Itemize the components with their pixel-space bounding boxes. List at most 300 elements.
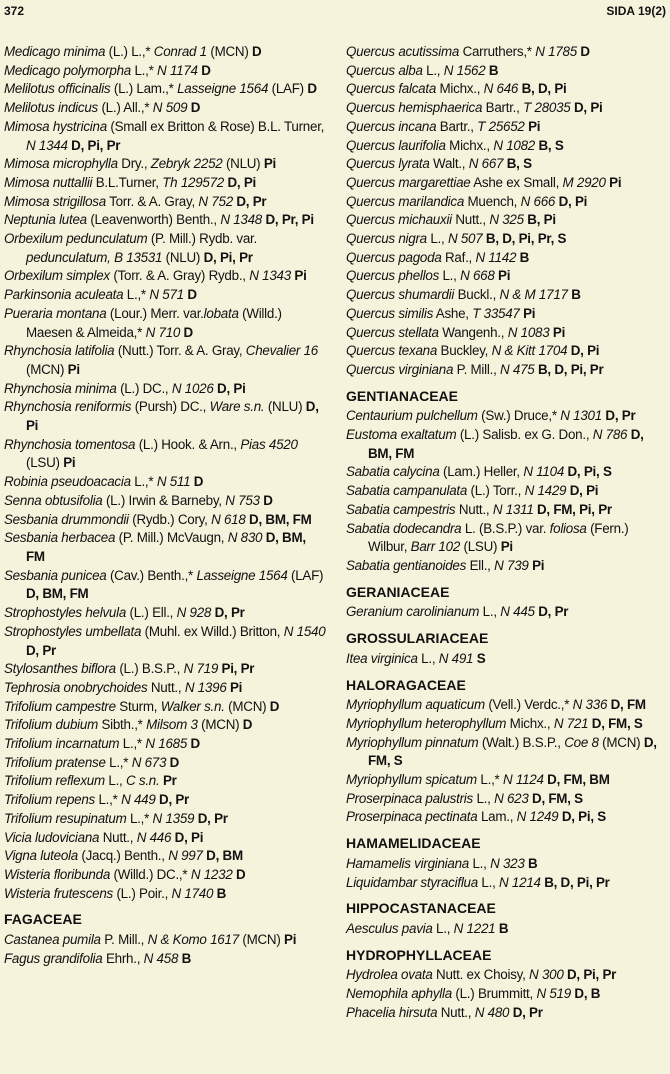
specimen-number: N 509 [149,100,188,116]
species-name: Quercus similis [346,305,434,321]
species-name: Robinia pseudoacacia [4,474,131,490]
specimen-number: T 33547 [468,305,520,321]
species-entry [4,211,326,230]
species-entry [4,866,326,885]
author-citation: P. Mill., [100,932,145,948]
species-name: Quercus virginiana [346,361,454,377]
species-name: Trifolium incarnatum [4,736,120,752]
author-citation: (Willd.) DC.,* [110,866,188,882]
species-name: Itea virginica [346,650,418,666]
species-name: Quercus margarettiae [346,174,471,190]
habitat-codes: Pi [494,268,511,284]
right-column [346,43,666,1022]
specimen-number: N 666 [517,193,556,209]
species-name: Quercus falcata [346,81,437,97]
species-name: Myriophyllum pinnatum [346,734,479,750]
author-citation: (L.) Irwin & Barneby, [102,492,222,508]
author-citation: (Rydb.) Cory, [128,511,208,527]
author-citation-2: (Fern.) Wilbur, [368,520,629,555]
herbarium-code: (MCN) [238,932,281,948]
author-citation: Buckl., [454,287,497,303]
species-entry [4,885,326,904]
habitat-codes: D, Pi [566,483,599,499]
author-citation: Michx., [506,715,551,731]
author-citation: Torr. & A. Gray, [105,193,195,209]
specimen-number: N 323 [486,855,525,871]
specimen-number: T 25652 [473,118,525,134]
species-name: Quercus alba [346,62,423,78]
herbarium-code: (NLU) [264,399,303,415]
specimen-number: Pias 4520 [236,436,298,452]
specimen-number: N 1083 [504,324,550,340]
author-citation: (L.) Lam.,* [110,81,174,97]
author-citation: (L.) DC., [116,380,169,396]
habitat-codes: D, Pi, Pr [200,249,253,265]
species-name: Sabatia gentianoides [346,557,467,573]
specimen-number: N 1311 [489,501,534,517]
herbarium-code: (LSU) [460,539,498,555]
habitat-codes: D, BM [202,848,243,864]
habitat-codes: Pi [497,539,513,555]
species-entry [346,43,666,62]
species-entry [346,267,666,286]
species-entry [346,920,666,939]
family-heading: HALORAGACEAE [346,676,466,693]
habitat-codes: Pi [260,156,277,172]
specimen-number: N 997 [164,848,203,864]
author-citation: Lam., [477,809,514,825]
species-entry [346,118,666,137]
author-citation: Nutt., [451,212,486,228]
species-entry [4,754,326,773]
specimen-number: N 623 [490,790,529,806]
author-citation: Dry., [117,156,148,172]
habitat-codes: D, Pr [601,408,636,424]
species-name: Aesculus pavia [346,920,433,936]
habitat-codes: B, S [503,156,532,172]
habitat-codes: B, D, Pi, Pr [534,361,604,377]
habitat-codes: D, Pr [232,193,267,209]
herbarium-code: (MCN) [197,717,240,733]
author-citation: (Sw.) Druce,* [477,408,557,424]
specimen-number: N 618 [207,511,246,527]
habitat-codes: D, FM, Pi, Pr [533,501,612,517]
habitat-codes: D [190,474,204,490]
species-entry [346,305,666,324]
author-citation: Walt., [429,156,466,172]
species-name: Sesbania herbacea [4,530,116,546]
habitat-codes: D, Pr [194,810,228,826]
habitat-codes: D, Pi, Pr [563,967,617,983]
species-entry [346,855,666,874]
habitat-codes: B, D, Pi, Pr, S [482,231,567,247]
habitat-codes: Pi [59,455,76,471]
specimen-number: N 1174 [153,62,198,78]
species-name: Quercus incana [346,118,437,134]
habitat-codes: Pr [159,773,177,789]
species-entry [4,716,326,735]
species-name: Quercus pagoda [346,249,442,265]
species-name: Medicago minima [4,44,106,59]
author-citation: Ehrh., [102,950,141,966]
habitat-codes: D, Pi [224,174,256,190]
specimen-number: N 719 [180,661,219,677]
habitat-codes: D, Pi, S [564,464,612,480]
habitat-codes: D [232,866,246,882]
herbarium-code: (NLU) [222,156,261,172]
species-entry [4,772,326,791]
species-entry [346,286,666,305]
specimen-number: C s.n. [122,773,160,789]
species-entry [346,155,666,174]
species-name: Strophostyles helvula [4,605,127,621]
habitat-codes: D, Pi, S [558,809,606,825]
species-entry [346,603,666,622]
species-entry [4,791,326,810]
species-name: Mimosa hystricina [4,118,107,134]
habitat-codes: B [516,249,530,265]
species-name: Eustoma exaltatum [346,427,457,443]
author-citation: (Lour.) Merr. var. [106,305,204,321]
species-name: Myriophyllum aquaticum [346,697,485,713]
habitat-codes: D, Pi [26,399,319,434]
habitat-codes: D [166,754,180,770]
author-citation: (L.) L.,* [105,44,151,59]
journal-title: SIDA 19(2) [606,4,666,18]
species-name: Quercus nigra [346,231,427,247]
specimen-number: N 1214 [495,874,541,890]
habitat-codes: D, Pi [555,193,588,209]
infraspecific-epithet: lobata [203,305,239,321]
habitat-codes: B, Pi [523,212,556,228]
habitat-codes: B [567,287,581,303]
author-citation: Sturm, [115,698,158,714]
habitat-codes: B [495,920,509,936]
author-citation: L., [417,650,436,666]
author-citation: Nutt. ex Choisy, [432,967,526,983]
author-citation: L., [104,773,123,789]
specimen-number: N & Kitt 1704 [488,343,568,359]
species-name: Quercus michauxii [346,212,452,228]
specimen-number: N & M 1717 [496,287,568,303]
author-citation: Muench, [464,193,518,209]
author-citation-2: (Willd.) Maesen & Almeida,* [26,305,282,340]
species-entry [4,604,326,623]
author-citation: Raf., [441,249,473,265]
author-citation: L., [477,874,496,890]
left-column [4,43,326,968]
species-name: Rhynchosia minima [4,380,117,396]
habitat-codes: D, Pr, Pi [262,212,314,228]
author-citation: Bartr., [482,100,520,116]
habitat-codes: D, BM, FM [26,530,306,564]
specimen-number: N 511 [153,474,191,490]
specimen-number: N 1359 [149,810,195,826]
species-name: Trifolium reflexum [4,773,105,789]
species-entry [4,829,326,848]
species-name: Quercus laurifolia [346,137,446,153]
specimen-number: N 1232 [187,866,233,882]
species-entry [4,174,326,193]
species-name: Quercus marilandica [346,193,465,209]
species-entry [4,230,326,267]
species-entry [346,137,666,156]
specimen-number: N 1142 [472,249,517,265]
habitat-codes: B [524,855,538,871]
specimen-number: N 1249 [513,809,559,825]
species-entry [4,342,326,379]
family-heading: FAGACEAE [4,911,82,928]
author-citation: (L.) Brummitt, [451,986,533,1002]
species-entry [4,155,326,174]
specimen-number: N 1348 [216,212,262,228]
specimen-number: N & Komo 1617 [144,932,239,948]
specimen-number: N 928 [173,605,212,621]
species-name: Hamamelis virginiana [346,855,470,871]
species-entry [346,407,666,426]
specimen-number: Walker s.n. [157,698,225,714]
habitat-codes: D [248,44,262,59]
specimen-number: N 475 [496,361,535,377]
author-citation: L. (B.S.P.) var. [461,520,550,536]
specimen-number: Barr 102 [407,539,461,555]
author-citation: (L.) Torr., [467,483,522,499]
species-entry [4,847,326,866]
species-name: Trifolium pratense [4,754,106,770]
habitat-codes: D, Pr [534,604,569,620]
specimen-number: T 28035 [519,100,571,116]
species-name: Trifolium dubium [4,717,98,733]
habitat-codes: D, Pi [171,829,204,845]
species-name: Mimosa microphylla [4,156,118,172]
habitat-codes: D [197,62,211,78]
author-citation: (Lam.) Heller, [439,464,520,480]
running-header [4,4,666,20]
author-citation: Wangenh., [438,324,505,340]
species-name: Proserpinaca palustris [346,790,473,806]
specimen-number: N 1685 [141,736,188,752]
species-name: Trifolium resupinatum [4,810,127,826]
species-entry [346,790,666,809]
specimen-number: N 1301 [556,408,602,424]
specimen-number: Lasseigne 1564 [173,81,269,97]
author-citation: Buckley, [437,343,489,359]
author-citation: L.,* [131,62,154,78]
family-heading: HYDROPHYLLACEAE [346,946,492,963]
species-name: Centaurium pulchellum [346,408,478,424]
habitat-codes: D, FM, BM [543,772,610,788]
species-name: Castanea pumila [4,932,101,948]
habitat-codes: Pi [64,361,80,377]
specimen-number: N 1344 [26,137,68,153]
species-name: Quercus lyrata [346,156,430,172]
specimen-number: N 786 [589,427,628,443]
species-entry [346,715,666,734]
habitat-codes: B [485,62,499,78]
species-entry [346,342,666,361]
specimen-number: Coe 8 [560,734,599,750]
habitat-codes: D, Pi, Pr [67,137,121,153]
author-citation: (P. Mill.) McVaugn, [115,530,225,546]
species-name: Vicia ludoviciana [4,829,100,845]
species-name: Neptunia lutea [4,212,87,228]
species-name: Hydrolea ovata [346,967,433,983]
species-name: Strophostyles umbellata [4,623,142,639]
specimen-number: N 739 [490,557,529,573]
habitat-codes: D [239,717,253,733]
specimen-number: N 1396 [181,679,227,695]
author-citation: (L.) Ell., [126,605,174,621]
author-citation: Ashe, [433,305,469,321]
specimen-number: N 445 [496,604,535,620]
family-heading: GROSSULARIACEAE [346,630,489,647]
species-name: Melilotus indicus [4,100,98,116]
habitat-codes: Pi [226,679,243,695]
herbarium-code: (MCN) [206,44,249,59]
species-entry [4,660,326,679]
species-name: Wisteria frutescens [4,885,113,901]
species-name: Sabatia campanulata [346,483,468,499]
species-name: Trifolium repens [4,792,96,808]
habitat-codes: Pi, Pr [218,661,255,677]
author-citation: (Leavenworth) Benth., [86,212,217,228]
specimen-number: N 491 [435,650,474,666]
herbarium-code: (MCN) [26,361,65,377]
author-citation: L.,* [105,754,129,770]
author-citation: (Small ex Britton & Rose) B.L. Turner, [106,118,325,134]
species-name: Sabatia calycina [346,464,440,480]
species-entry [4,698,326,717]
species-entry [346,808,666,827]
author-citation: (L.) B.S.P., [115,661,181,677]
species-entry [4,286,326,305]
species-entry [346,1004,666,1023]
author-citation: (Jacq.) Benth., [77,848,165,864]
specimen-number: Lasseigne 1564 [193,567,288,583]
family-heading: GERANIACEAE [346,583,450,600]
specimen-number: N 1026 [168,380,214,396]
habitat-codes: D, Pi [213,380,246,396]
species-entry [346,193,666,212]
habitat-codes: D [183,287,197,303]
species-entry [4,679,326,698]
author-citation: Nutt., [147,679,182,695]
species-name: Sabatia dodecandra [346,520,462,536]
species-name: Phacelia hirsuta [346,1004,438,1020]
author-citation: (L.) All.,* [98,100,150,116]
author-citation: L.,* [123,287,146,303]
author-citation: L., [469,855,487,871]
species-entry [4,567,326,604]
specimen-number: N 325 [485,212,524,228]
family-heading: GENTIANACEAE [346,387,459,404]
species-name: Orbexilum pedunculatum [4,231,148,247]
species-entry [4,436,326,473]
habitat-codes: D, Pr [211,605,245,621]
species-entry [346,966,666,985]
author-citation: L., [432,920,451,936]
specimen-number: N 830 [224,530,263,546]
habitat-codes: D [187,736,200,752]
species-entry [346,80,666,99]
author-citation: L., [479,604,497,620]
habitat-codes: D, BM, FM [245,511,312,527]
species-entry [346,501,666,520]
specimen-number: Conrad 1 [150,44,207,59]
author-citation: L.,* [476,772,500,788]
species-name: Quercus phellos [346,268,440,284]
specimen-number: M 2920 [559,174,606,190]
species-name: Myriophyllum heterophyllum [346,715,507,731]
species-entry [4,43,326,62]
species-name: Parkinsonia aculeata [4,287,124,303]
family-heading: HAMAMELIDACEAE [346,835,481,852]
species-name: Proserpinaca pectinata [346,809,478,825]
species-entry [4,492,326,511]
species-name: Mimosa strigillosa [4,193,106,209]
specimen-number: N 449 [117,792,156,808]
species-entry [346,696,666,715]
species-entry [4,305,326,342]
author-citation: (L.) Poir., [113,885,169,901]
author-citation: Nutt., [455,501,490,517]
habitat-codes: Pi [528,557,545,573]
author-citation: (Walt.) B.S.P., [478,734,561,750]
species-entry [346,230,666,249]
specimen-number: N 507 [444,231,483,247]
species-entry [4,931,326,950]
species-name: Quercus texana [346,343,438,359]
author-citation: L.,* [130,474,154,490]
page-number: 372 [4,4,25,18]
habitat-codes: B [213,885,227,901]
species-name: Quercus stellata [346,324,439,340]
infraspecific-epithet: pedunculatum, [26,249,111,265]
author-citation: L.,* [126,810,150,826]
specimen-number: N 519 [532,986,571,1002]
habitat-codes: D [303,81,317,97]
author-citation: Michx., [445,137,490,153]
habitat-codes: D [187,100,201,116]
species-name: Wisteria floribunda [4,866,111,882]
habitat-codes: D [576,44,590,59]
habitat-codes: B, D, Pi [518,81,567,97]
herbarium-code: (LAF) [268,81,304,97]
author-citation: (Cav.) Benth.,* [106,567,194,583]
specimen-number: N 1343 [245,268,291,284]
species-name: Quercus acutissima [346,44,460,59]
author-citation: Sibth.,* [97,717,143,733]
habitat-codes: Pi [290,268,307,284]
herbarium-code: (LAF) [287,567,324,583]
herbarium-code: (LSU) [26,455,60,471]
author-citation: Carruthers,* [459,44,532,59]
species-entry [4,511,326,530]
specimen-number: Chevalier 16 [242,343,318,359]
specimen-number: N 458 [140,950,179,966]
author-citation: P. Mill., [453,361,497,377]
species-entry [346,361,666,380]
species-entry [4,267,326,286]
species-entry [346,874,666,893]
author-citation: B.L.Turner, [92,174,159,190]
habitat-codes: D, BM, FM [368,427,644,461]
species-entry [346,211,666,230]
species-name: Quercus hemisphaerica [346,100,483,116]
specimen-number: N 480 [471,1004,510,1020]
species-name: Vigna luteola [4,848,78,864]
habitat-codes: S [473,650,486,666]
